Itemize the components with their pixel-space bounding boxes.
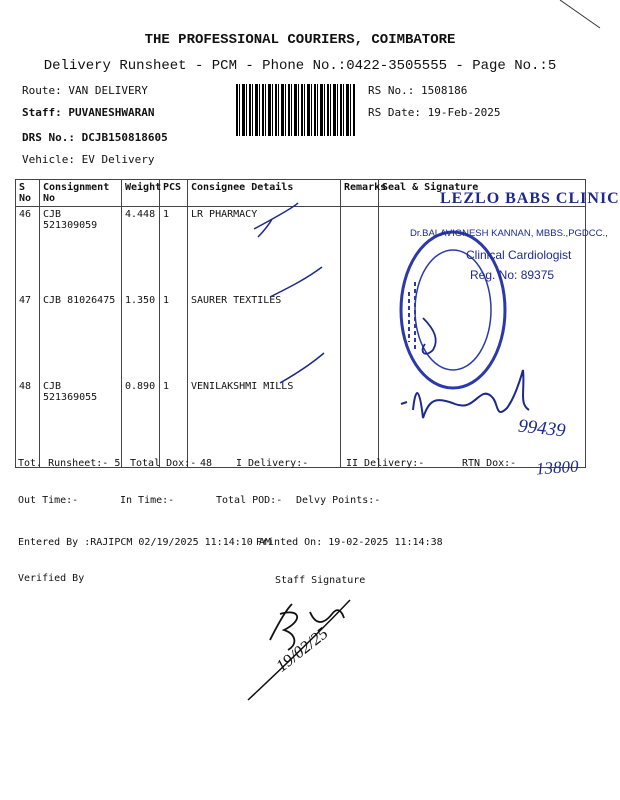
clinic-name-stamp: LEZLO BABS CLINIC: [440, 190, 620, 207]
total-pod: Total POD:-: [216, 495, 283, 506]
runsheet-subtitle: Delivery Runsheet - PCM - Phone No.:0422-3505555 - Page No.:5: [43, 58, 557, 74]
handwritten-number-1: 99439: [517, 415, 567, 442]
doctor-reg-stamp: Reg. No: 89375: [470, 268, 555, 282]
col-pcs: PCS: [160, 180, 188, 207]
cell-pcs: 1: [160, 207, 188, 294]
delvy-points: Delvy Points:-: [296, 495, 381, 506]
cell-consignee: LR PHARMACY: [188, 207, 341, 294]
col-weight: Weight: [122, 180, 160, 207]
drs-number: DRS No.: DCJB150818605: [22, 131, 168, 144]
doctor-name-stamp: Dr.BALAVIGNESH KANNAN, MBBS.,PGDCC.,: [410, 228, 608, 239]
cell-pcs: 1: [160, 379, 188, 468]
route-label: Route: VAN DELIVERY: [22, 84, 148, 97]
staff-signature-date: 19/02/25: [272, 623, 332, 676]
cell-weight: 1.350: [122, 293, 160, 379]
cell-remarks: [341, 207, 379, 294]
ii-delivery: II Delivery:-: [346, 458, 425, 469]
page-fold-line: [560, 0, 600, 30]
verified-by: Verified By: [18, 573, 85, 584]
total-runsheet: Tot. Runsheet:- 5: [18, 458, 121, 469]
cell-consignment: CJB 521309059: [40, 207, 122, 294]
staff-label: Staff: PUVANESHWARAN: [22, 106, 155, 119]
printed-on: Printed On: 19-02-2025 11:14:38: [256, 537, 443, 548]
col-consignment: Consignment No: [40, 180, 122, 207]
doctor-title-stamp: Clinical Cardiologist: [466, 248, 572, 262]
delivery-tick-marks: [250, 195, 340, 395]
total-dox-label: Total Dox:-: [130, 458, 197, 469]
rs-number: RS No.: 1508186: [368, 84, 468, 97]
cell-weight: 0.890: [122, 379, 160, 468]
col-seal: Seal & Signature: [379, 180, 586, 207]
col-consignee: Consignee Details: [188, 180, 341, 207]
cell-sno: 46: [16, 207, 40, 294]
cell-consignment: CJB 521369055: [40, 379, 122, 468]
cell-consignee: VENILAKSHMI MILLS: [188, 379, 341, 468]
col-remarks: Remarks: [341, 180, 379, 207]
cell-sno: 47: [16, 293, 40, 379]
cell-consignee: SAURER TEXTILES: [188, 293, 341, 379]
entered-by: Entered By :RAJIPCM 02/19/2025 11:14:10 AM: [18, 537, 271, 548]
handwritten-number-2: 13800: [535, 456, 580, 479]
total-dox-value: 48: [200, 458, 213, 469]
rs-date: RS Date: 19-Feb-2025: [368, 106, 501, 119]
cell-weight: 4.448: [122, 207, 160, 294]
cell-remarks: [341, 379, 379, 468]
company-title: THE PROFESSIONAL COURIERS, COIMBATORE: [144, 32, 456, 48]
out-time: Out Time:-: [18, 495, 79, 506]
barcode: [236, 84, 356, 136]
rtn-dox: RTN Dox:-: [462, 458, 517, 469]
staff-signature-label: Staff Signature: [275, 575, 366, 586]
col-sno: S No: [16, 180, 40, 207]
cell-pcs: 1: [160, 293, 188, 379]
vehicle-label: Vehicle: EV Delivery: [22, 153, 155, 166]
in-time: In Time:-: [120, 495, 175, 506]
cell-consignment: CJB 81026475: [40, 293, 122, 379]
i-delivery: I Delivery:-: [236, 458, 309, 469]
cell-sno: 48: [16, 379, 40, 468]
cell-remarks: [341, 293, 379, 379]
